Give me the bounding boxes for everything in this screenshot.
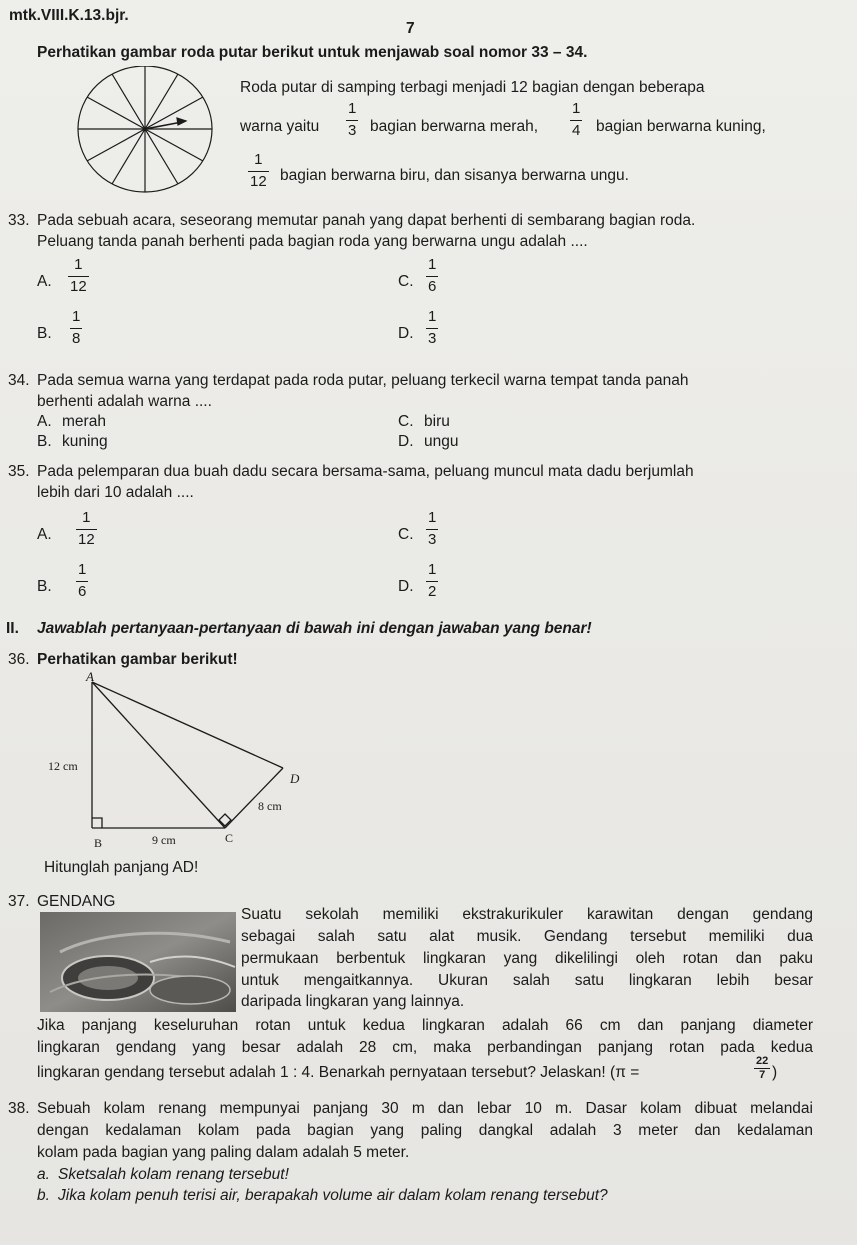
q38-part-a-label: a. bbox=[37, 1166, 50, 1183]
q38-number: 38. bbox=[8, 1100, 30, 1117]
label-ab-length: 12 cm bbox=[48, 759, 78, 773]
q34-option-b: kuning bbox=[62, 433, 108, 450]
label-b: B bbox=[94, 836, 103, 850]
wheel-desc-line3: bagian berwarna biru, dan sisanya berwarna ungu. bbox=[280, 167, 629, 184]
intro-text: Perhatikan gambar roda putar berikut untuk menjawab soal nomor 33 – 34. bbox=[37, 44, 588, 61]
q34-option-a-label: A. bbox=[37, 413, 52, 430]
q37-close-paren: ) bbox=[772, 1064, 778, 1081]
wheel-desc-line2b: bagian berwarna merah, bbox=[370, 118, 539, 135]
wheel-desc-line1: Roda putar di samping terbagi menjadi 12 bagian dengan beberapa bbox=[240, 79, 705, 96]
fraction-red: 1 3 bbox=[348, 100, 357, 139]
pi-fraction: 22 7 bbox=[756, 1055, 769, 1081]
q37-title: GENDANG bbox=[37, 893, 116, 910]
gendang-photo bbox=[40, 912, 236, 1012]
q34-option-c-label: C. bbox=[398, 413, 414, 430]
q33-option-b: 1 8 bbox=[72, 308, 81, 347]
q35-option-a: 1 12 bbox=[78, 509, 95, 548]
q36-number: 36. bbox=[8, 651, 30, 668]
q35-option-b-label: B. bbox=[37, 578, 52, 595]
q34-option-b-label: B. bbox=[37, 433, 52, 450]
q36-question: Hitunglah panjang AD! bbox=[44, 859, 199, 876]
segment-ad bbox=[92, 682, 283, 768]
q33-option-d-label: D. bbox=[398, 325, 414, 342]
q35-option-b: 1 6 bbox=[78, 561, 87, 600]
q35-option-a-label: A. bbox=[37, 526, 52, 543]
q34-number: 34. bbox=[8, 372, 30, 389]
q33-option-a: 1 12 bbox=[70, 256, 87, 295]
q37-number: 37. bbox=[8, 893, 30, 910]
wheel-desc-line2a: warna yaitu bbox=[240, 118, 320, 135]
label-a: A bbox=[86, 670, 94, 684]
section-2-number: II. bbox=[6, 620, 19, 637]
q34-line1: Pada semua warna yang terdapat pada roda putar, peluang terkecil warna tempat tanda panah bbox=[37, 372, 689, 389]
q38-part-a: Sketsalah kolam renang tersebut! bbox=[58, 1166, 289, 1183]
right-angle-b bbox=[92, 818, 102, 828]
q34-option-a: merah bbox=[62, 413, 106, 430]
wheel-desc-line2c: bagian berwarna kuning, bbox=[596, 118, 766, 135]
q35-option-c-label: C. bbox=[398, 526, 414, 543]
q33-option-c-label: C. bbox=[398, 273, 414, 290]
q37-side-line5: daripada lingkaran yang lainnya. bbox=[241, 993, 465, 1010]
q33-number: 33. bbox=[8, 212, 30, 229]
label-bc-length: 9 cm bbox=[152, 833, 176, 847]
q38-line3: kolam pada bagian yang paling dalam adalah 5 meter. bbox=[37, 1144, 410, 1161]
q37-body-line3: lingkaran gendang tersebut adalah 1 : 4. Benarkah pernyataan tersebut? Jelaskan! (π = bbox=[37, 1064, 640, 1081]
fraction-blue: 1 12 bbox=[250, 151, 267, 190]
q35-option-c: 1 3 bbox=[428, 509, 437, 548]
q38-part-b: Jika kolam penuh terisi air, berapakah volume air dalam kolam renang tersebut? bbox=[58, 1187, 608, 1204]
q35-option-d-label: D. bbox=[398, 578, 414, 595]
q35-line2: lebih dari 10 adalah .... bbox=[37, 484, 194, 501]
q35-number: 35. bbox=[8, 463, 30, 480]
q38-line2: dengan kedalaman kolam pada bagian yang paling dangkal adalah 3 meter dan kedalaman bbox=[37, 1122, 813, 1139]
q37-side-line3: permukaan berbentuk lingkaran yang dikelilingi oleh rotan dan paku bbox=[241, 950, 813, 967]
q37-body-line1: Jika panjang keseluruhan rotan untuk kedua lingkaran adalah 66 cm dan panjang diameter bbox=[37, 1017, 813, 1034]
section-2-title: Jawablah pertanyaan-pertanyaan di bawah ini dengan jawaban yang benar! bbox=[37, 620, 592, 637]
segment-dc bbox=[225, 768, 283, 828]
q33-option-d: 1 3 bbox=[428, 308, 437, 347]
page-number: 7 bbox=[406, 20, 415, 37]
spinning-wheel-figure bbox=[70, 66, 220, 200]
q33-option-b-label: B. bbox=[37, 325, 52, 342]
fraction-yellow: 1 4 bbox=[572, 100, 581, 139]
q33-line1: Pada sebuah acara, seseorang memutar panah yang dapat berhenti di sembarang bagian roda. bbox=[37, 212, 696, 229]
segment-ac bbox=[92, 682, 225, 828]
q33-option-a-label: A. bbox=[37, 273, 52, 290]
q34-option-d-label: D. bbox=[398, 433, 414, 450]
label-d: D bbox=[290, 771, 300, 786]
triangle-figure bbox=[40, 670, 310, 855]
label-c: C bbox=[225, 831, 234, 845]
label-cd-length: 8 cm bbox=[258, 799, 282, 813]
q36-title: Perhatikan gambar berikut! bbox=[37, 651, 238, 668]
q35-line1: Pada pelemparan dua buah dadu secara bersama-sama, peluang muncul mata dadu berjumlah bbox=[37, 463, 694, 480]
q33-line2: Peluang tanda panah berhenti pada bagian roda yang berwarna ungu adalah .... bbox=[37, 233, 588, 250]
q34-line2: berhenti adalah warna .... bbox=[37, 393, 212, 410]
q37-side-line2: sebagai salah satu alat musik. Gendang tersebut memiliki dua bbox=[241, 928, 813, 945]
q38-line1: Sebuah kolam renang mempunyai panjang 30 m dan lebar 10 m. Dasar kolam dibuat melandai bbox=[37, 1100, 813, 1117]
document-code: mtk.VIII.K.13.bjr. bbox=[9, 7, 129, 24]
q37-side-line1: Suatu sekolah memiliki ekstrakurikuler karawitan dengan gendang bbox=[241, 906, 813, 923]
q37-side-line4: untuk mengaitkannya. Ukuran salah satu lingkaran lebih besar bbox=[241, 972, 813, 989]
q33-option-c: 1 6 bbox=[428, 256, 437, 295]
q38-part-b-label: b. bbox=[37, 1187, 50, 1204]
q34-option-d: ungu bbox=[424, 433, 459, 450]
q37-body-line2: lingkaran gendang yang besar adalah 28 cm, maka perbandingan panjang rotan pada kedua bbox=[37, 1039, 813, 1056]
q35-option-d: 1 2 bbox=[428, 561, 437, 600]
q34-option-c: biru bbox=[424, 413, 450, 430]
